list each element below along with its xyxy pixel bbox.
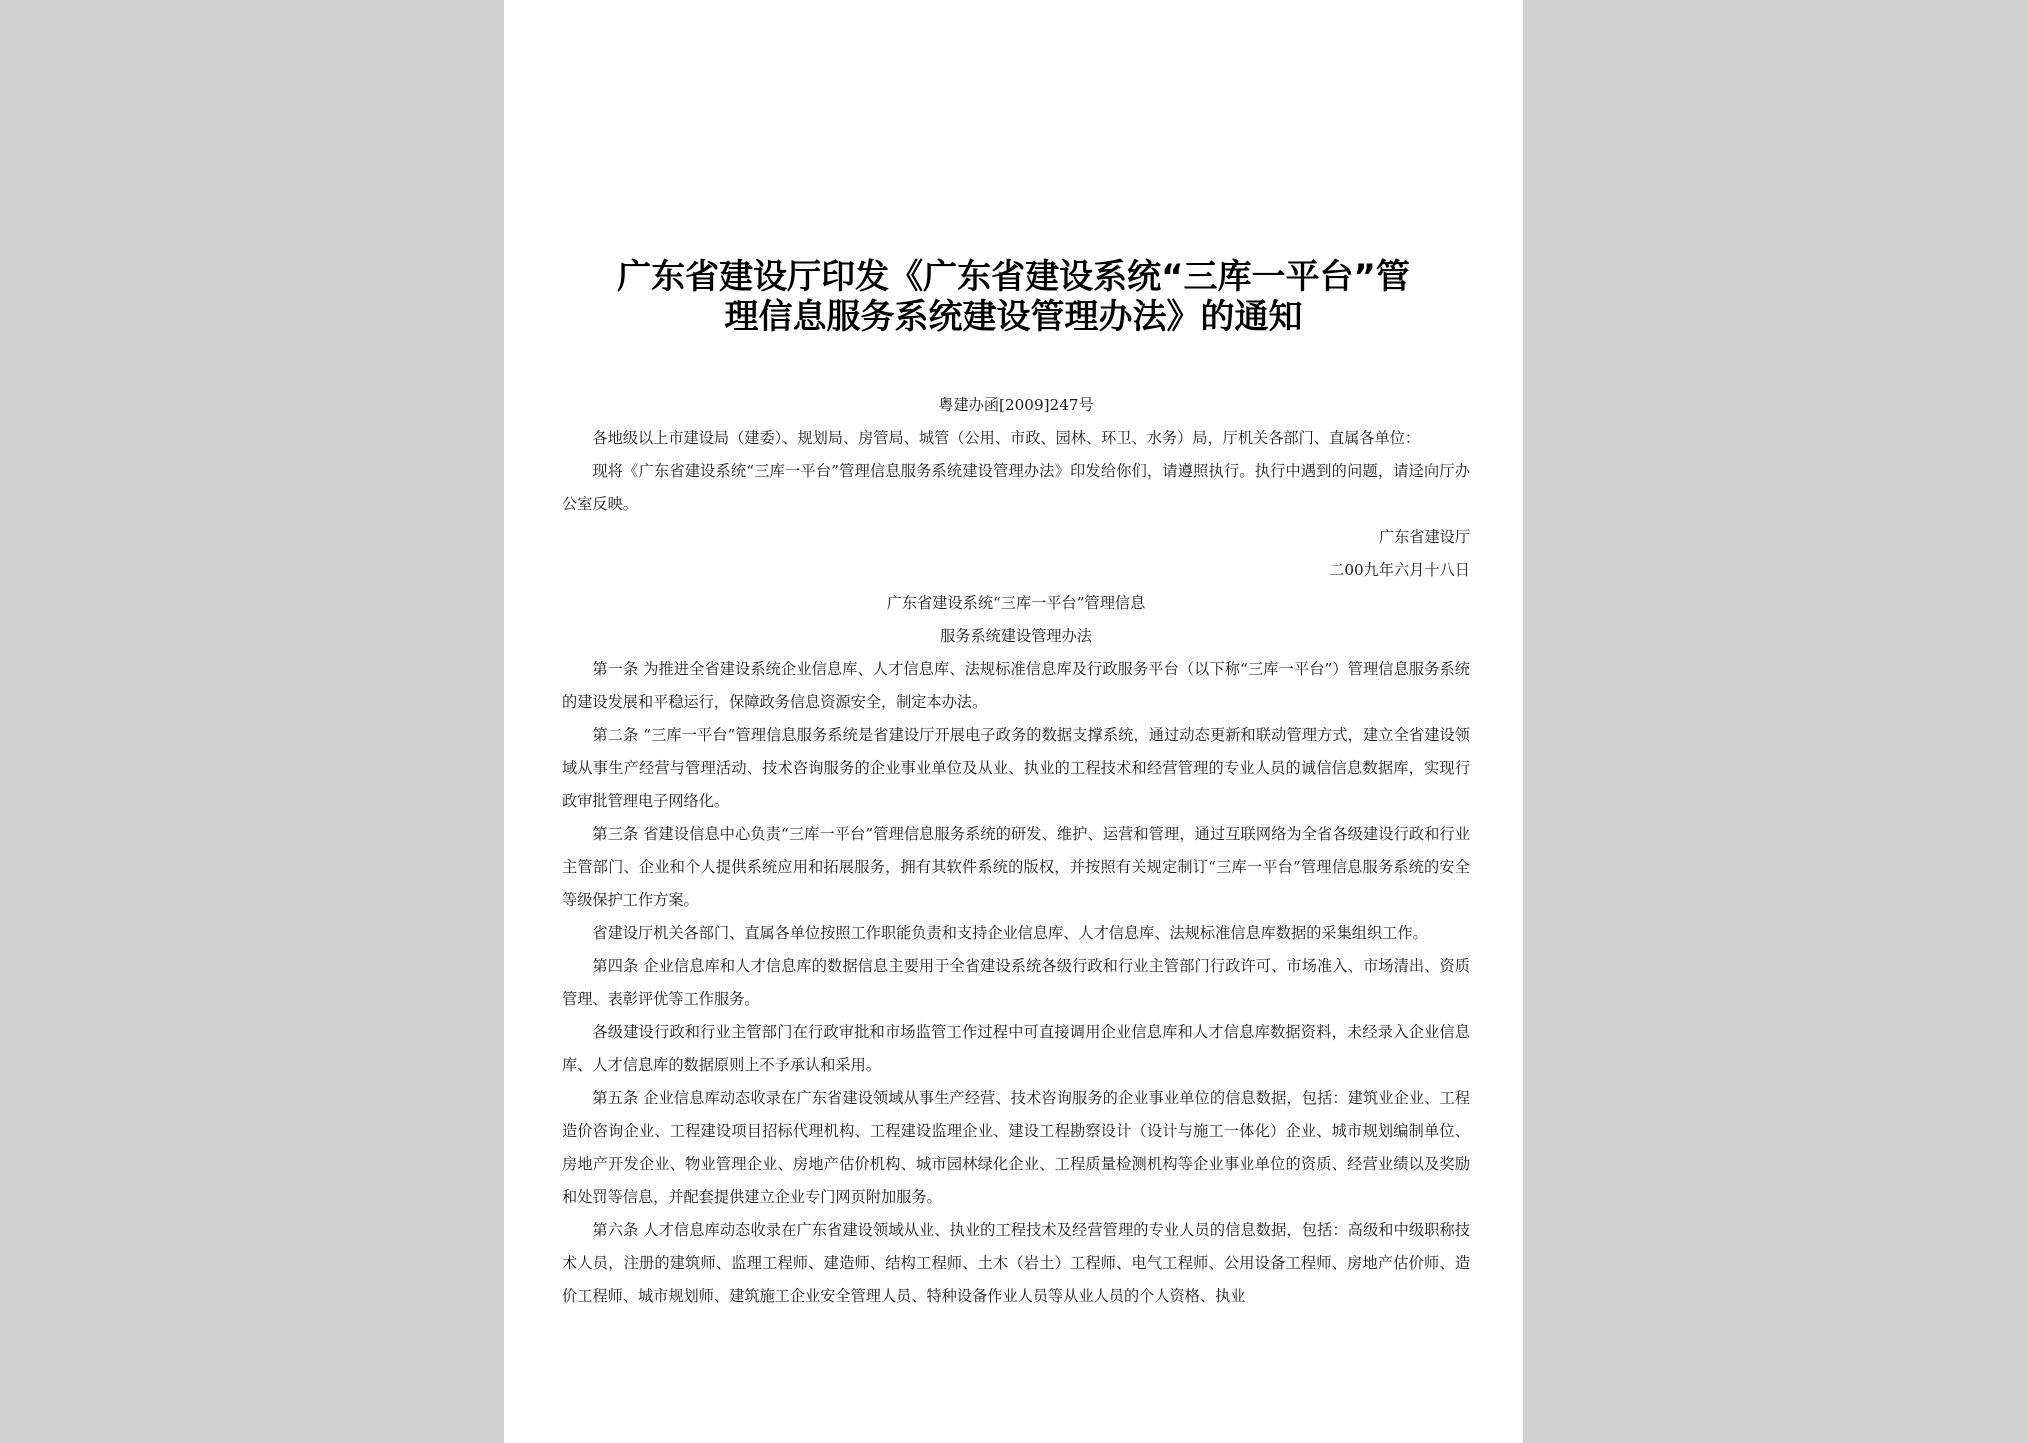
article-4-supplement: 各级建设行政和行业主管部门在行政审批和市场监管工作过程中可直接调用企业信息库和人才信息库数据资料，未经录入企业信息库、人才信息库的数据原则上不予承认和采用。 [562,1023,1470,1074]
doc-number: 粤建办函[2009]247号 [938,396,1094,414]
article-4: 第四条 企业信息库和人才信息库的数据信息主要用于全省建设系统各级行政和行业主管部门行政许可、市场准入、市场清出、资质管理、表彰评优等工作服务。 [562,957,1470,1008]
article-5: 第五条 企业信息库动态收录在广东省建设领域从事生产经营、技术咨询服务的企业事业单位的信息数据，包括：建筑业企业、工程造价咨询企业、工程建设项目招标代理机构、工程建设监理企业、建设工程勘察设计（设计与施工一体化）企业、城市规划编制单位、房地产开发企业、物业管理企业、房地产估价机构、城市园林绿化企业、工程质量检测机构等企业事业单位的资质、经营业绩以及奖励和处罚等信息，并配套提供建立企业专门网页附加服务。 [562,1089,1470,1206]
salutation: 各地级以上市建设局（建委）、规划局、房管局、城管（公用、市政、园林、环卫、水务）局，厅机关各部门、直属各单位： [592,429,1421,447]
title-line-1: 广东省建设厅印发《广东省建设系统“三库一平台”管 [617,257,1410,297]
article-6: 第六条 人才信息库动态收录在广东省建设领域从业、执业的工程技术及经营管理的专业人员的信息数据，包括：高级和中级职称技术人员，注册的建筑师、监理工程师、建造师、结构工程师、土木（岩土）工程师、电气工程师、公用设备工程师、房地产估价师、造价工程师、城市规划师、建筑施工企业安全管理人员、特种设备作业人员等从业人员的个人资格、执业 [562,1221,1470,1305]
title-line-2: 理信息服务系统建设管理办法》的通知 [724,297,1303,337]
notice-text: 现将《广东省建设系统“三库一平台”管理信息服务系统建设管理办法》印发给你们，请遵照执行。执行中遇到的问题，请迳向厅办公室反映。 [562,462,1470,513]
document-body [562,389,1470,1313]
article-1: 第一条 为推进全省建设系统企业信息库、人才信息库、法规标准信息库及行政服务平台（以下称“三库一平台”）管理信息服务系统的建设发展和平稳运行，保障政务信息资源安全，制定本办法。 [562,660,1470,711]
issue-date: 二00九年六月十八日 [1329,561,1470,579]
article-3: 第三条 省建设信息中心负责“三库一平台”管理信息服务系统的研发、维护、运营和管理，通过互联网络为全省各级建设行政和行业主管部门、企业和个人提供系统应用和拓展服务，拥有其软件系统的版权，并按照有关规定制订“三库一平台”管理信息服务系统的安全等级保护工作方案。 [562,825,1470,909]
article-3-supplement: 省建设厅机关各部门、直属各单位按照工作职能负责和支持企业信息库、人才信息库、法规标准信息库数据的采集组织工作。 [592,924,1428,942]
article-2: 第二条 “三库一平台”管理信息服务系统是省建设厅开展电子政务的数据支撑系统，通过动态更新和联动管理方式，建立全省建设领域从事生产经营与管理活动、技术咨询服务的企业事业单位及从业、执业的工程技术和经营管理的专业人员的诚信信息数据库，实现行政审批管理电子网络化。 [562,726,1470,810]
measures-title-line-2: 服务系统建设管理办法 [940,627,1092,645]
measures-title-line-1: 广东省建设系统“三库一平台”管理信息 [886,594,1146,612]
document-page [504,0,1523,1443]
document-title [504,257,1523,337]
issuer: 广东省建设厅 [1378,528,1470,546]
